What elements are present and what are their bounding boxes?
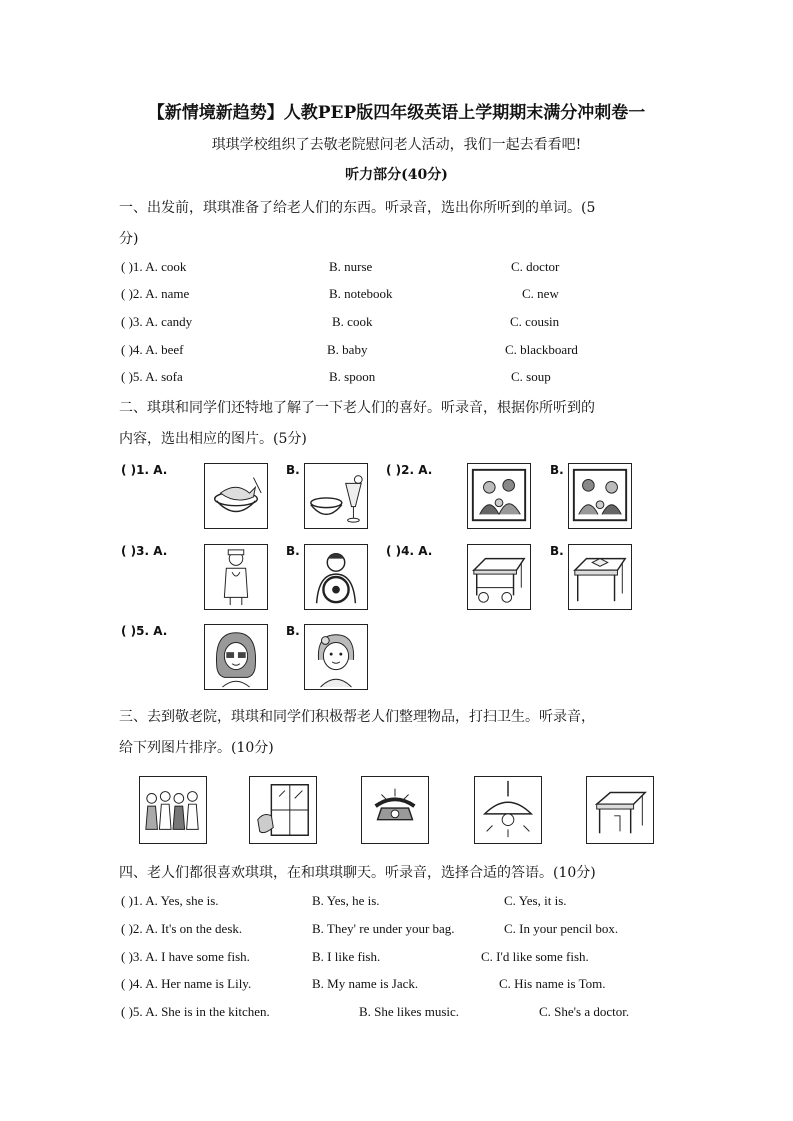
s1-q5-b: B. spoon [329,369,376,384]
s2-q4-image-a-cart-table [467,544,531,610]
section-1-instruction-cont: 分) [119,231,139,247]
s2-q3-image-b-driver [304,544,368,610]
s1-q3-b: B. cook [332,314,373,329]
page-subtitle: 琪琪学校组织了去敬老院慰问老人活动，我们一起去看看吧! [211,137,582,153]
s2-q2-image-b-family-photo [568,463,632,529]
s1-q3-a: ( )3. A. candy [121,314,193,329]
s4-q3-a: ( )3. A. I have some fish. [121,949,250,964]
s4-q2-c: C. In your pencil box. [504,921,619,936]
s2-q5-image-a-girl-glasses [204,624,268,690]
s3-image-people-group [139,776,207,844]
s2-q3-b-label: B. [286,544,300,558]
s2-q4-label: ( )4. A. [386,544,433,558]
section-2-instruction: 二、琪琪和同学们还特地了解了一下老人们的喜好。听录音，根据你所听到的 [119,400,595,416]
s4-q5-c: C. She's a doctor. [539,1004,630,1019]
section-4-instruction: 四、老人们都很喜欢琪琪，在和琪琪聊天。听录音，选择合适的答语。(10分) [119,865,596,881]
s2-q1-image-a-fish-bowl [204,463,268,529]
s4-q1-c: C. Yes, it is. [504,893,567,908]
s1-q4-a: ( )4. A. beef [121,342,184,357]
s4-q1-b: B. Yes, he is. [312,893,380,908]
s1-q1-b: B. nurse [329,259,373,274]
section-3-instruction: 三、去到敬老院，琪琪和同学们积极帮老人们整理物品，打扫卫生。听录音， [119,709,595,725]
s2-q1-label: ( )1. A. [121,463,168,477]
s1-q1-c: C. doctor [511,259,560,274]
s2-q2-b-label: B. [550,463,564,477]
s2-q3-image-a-doctor [204,544,268,610]
s1-q2-b: B. notebook [329,286,393,301]
s2-q5-label: ( )5. A. [121,624,168,638]
s1-q5-a: ( )5. A. sofa [121,369,183,384]
s2-q2-image-a-family-photo [467,463,531,529]
s2-q3-label: ( )3. A. [121,544,168,558]
s4-q1-a: ( )1. A. Yes, she is. [121,893,219,908]
s4-q3-b: B. I like fish. [312,949,381,964]
s3-image-lamp [474,776,542,844]
s1-q4-b: B. baby [327,342,368,357]
s2-q2-label: ( )2. A. [386,463,433,477]
s4-q3-c: C. I'd like some fish. [481,949,589,964]
s1-q5-c: C. soup [511,369,551,384]
s4-q4-a: ( )4. A. Her name is Lily. [121,976,252,991]
s1-q4-c: C. blackboard [505,342,578,357]
part-heading: 听力部分(40分) [345,167,448,183]
section-1-instruction: 一、出发前，琪琪准备了给老人们的东西。听录音，选出你所听到的单词。(5 [119,200,596,216]
s2-q5-b-label: B. [286,624,300,638]
s2-q1-b-label: B. [286,463,300,477]
s2-q4-b-label: B. [550,544,564,558]
s4-q4-c: C. His name is Tom. [499,976,606,991]
s3-image-window-cleaning [249,776,317,844]
section-3-instruction-cont: 给下列图片排序。(10分) [119,740,274,756]
s4-q5-a: ( )5. A. She is in the kitchen. [121,1004,270,1019]
s4-q4-b: B. My name is Jack. [312,976,419,991]
page-title: 【新情境新趋势】人教PEP版四年级英语上学期期末满分冲刺卷一 [147,103,646,123]
s2-q1-image-b-noodles-juice [304,463,368,529]
s3-image-telephone [361,776,429,844]
s2-q5-image-b-girl-flower [304,624,368,690]
s1-q3-c: C. cousin [510,314,560,329]
s4-q2-a: ( )2. A. It's on the desk. [121,921,243,936]
s2-q4-image-b-desk-book [568,544,632,610]
s1-q2-c: C. new [522,286,559,301]
section-2-instruction-cont: 内容，选出相应的图片。(5分) [119,431,307,447]
s4-q2-b: B. They' re under your bag. [312,921,455,936]
s4-q5-b: B. She likes music. [359,1004,460,1019]
s1-q2-a: ( )2. A. name [121,286,190,301]
s3-image-desk [586,776,654,844]
s1-q1-a: ( )1. A. cook [121,259,187,274]
